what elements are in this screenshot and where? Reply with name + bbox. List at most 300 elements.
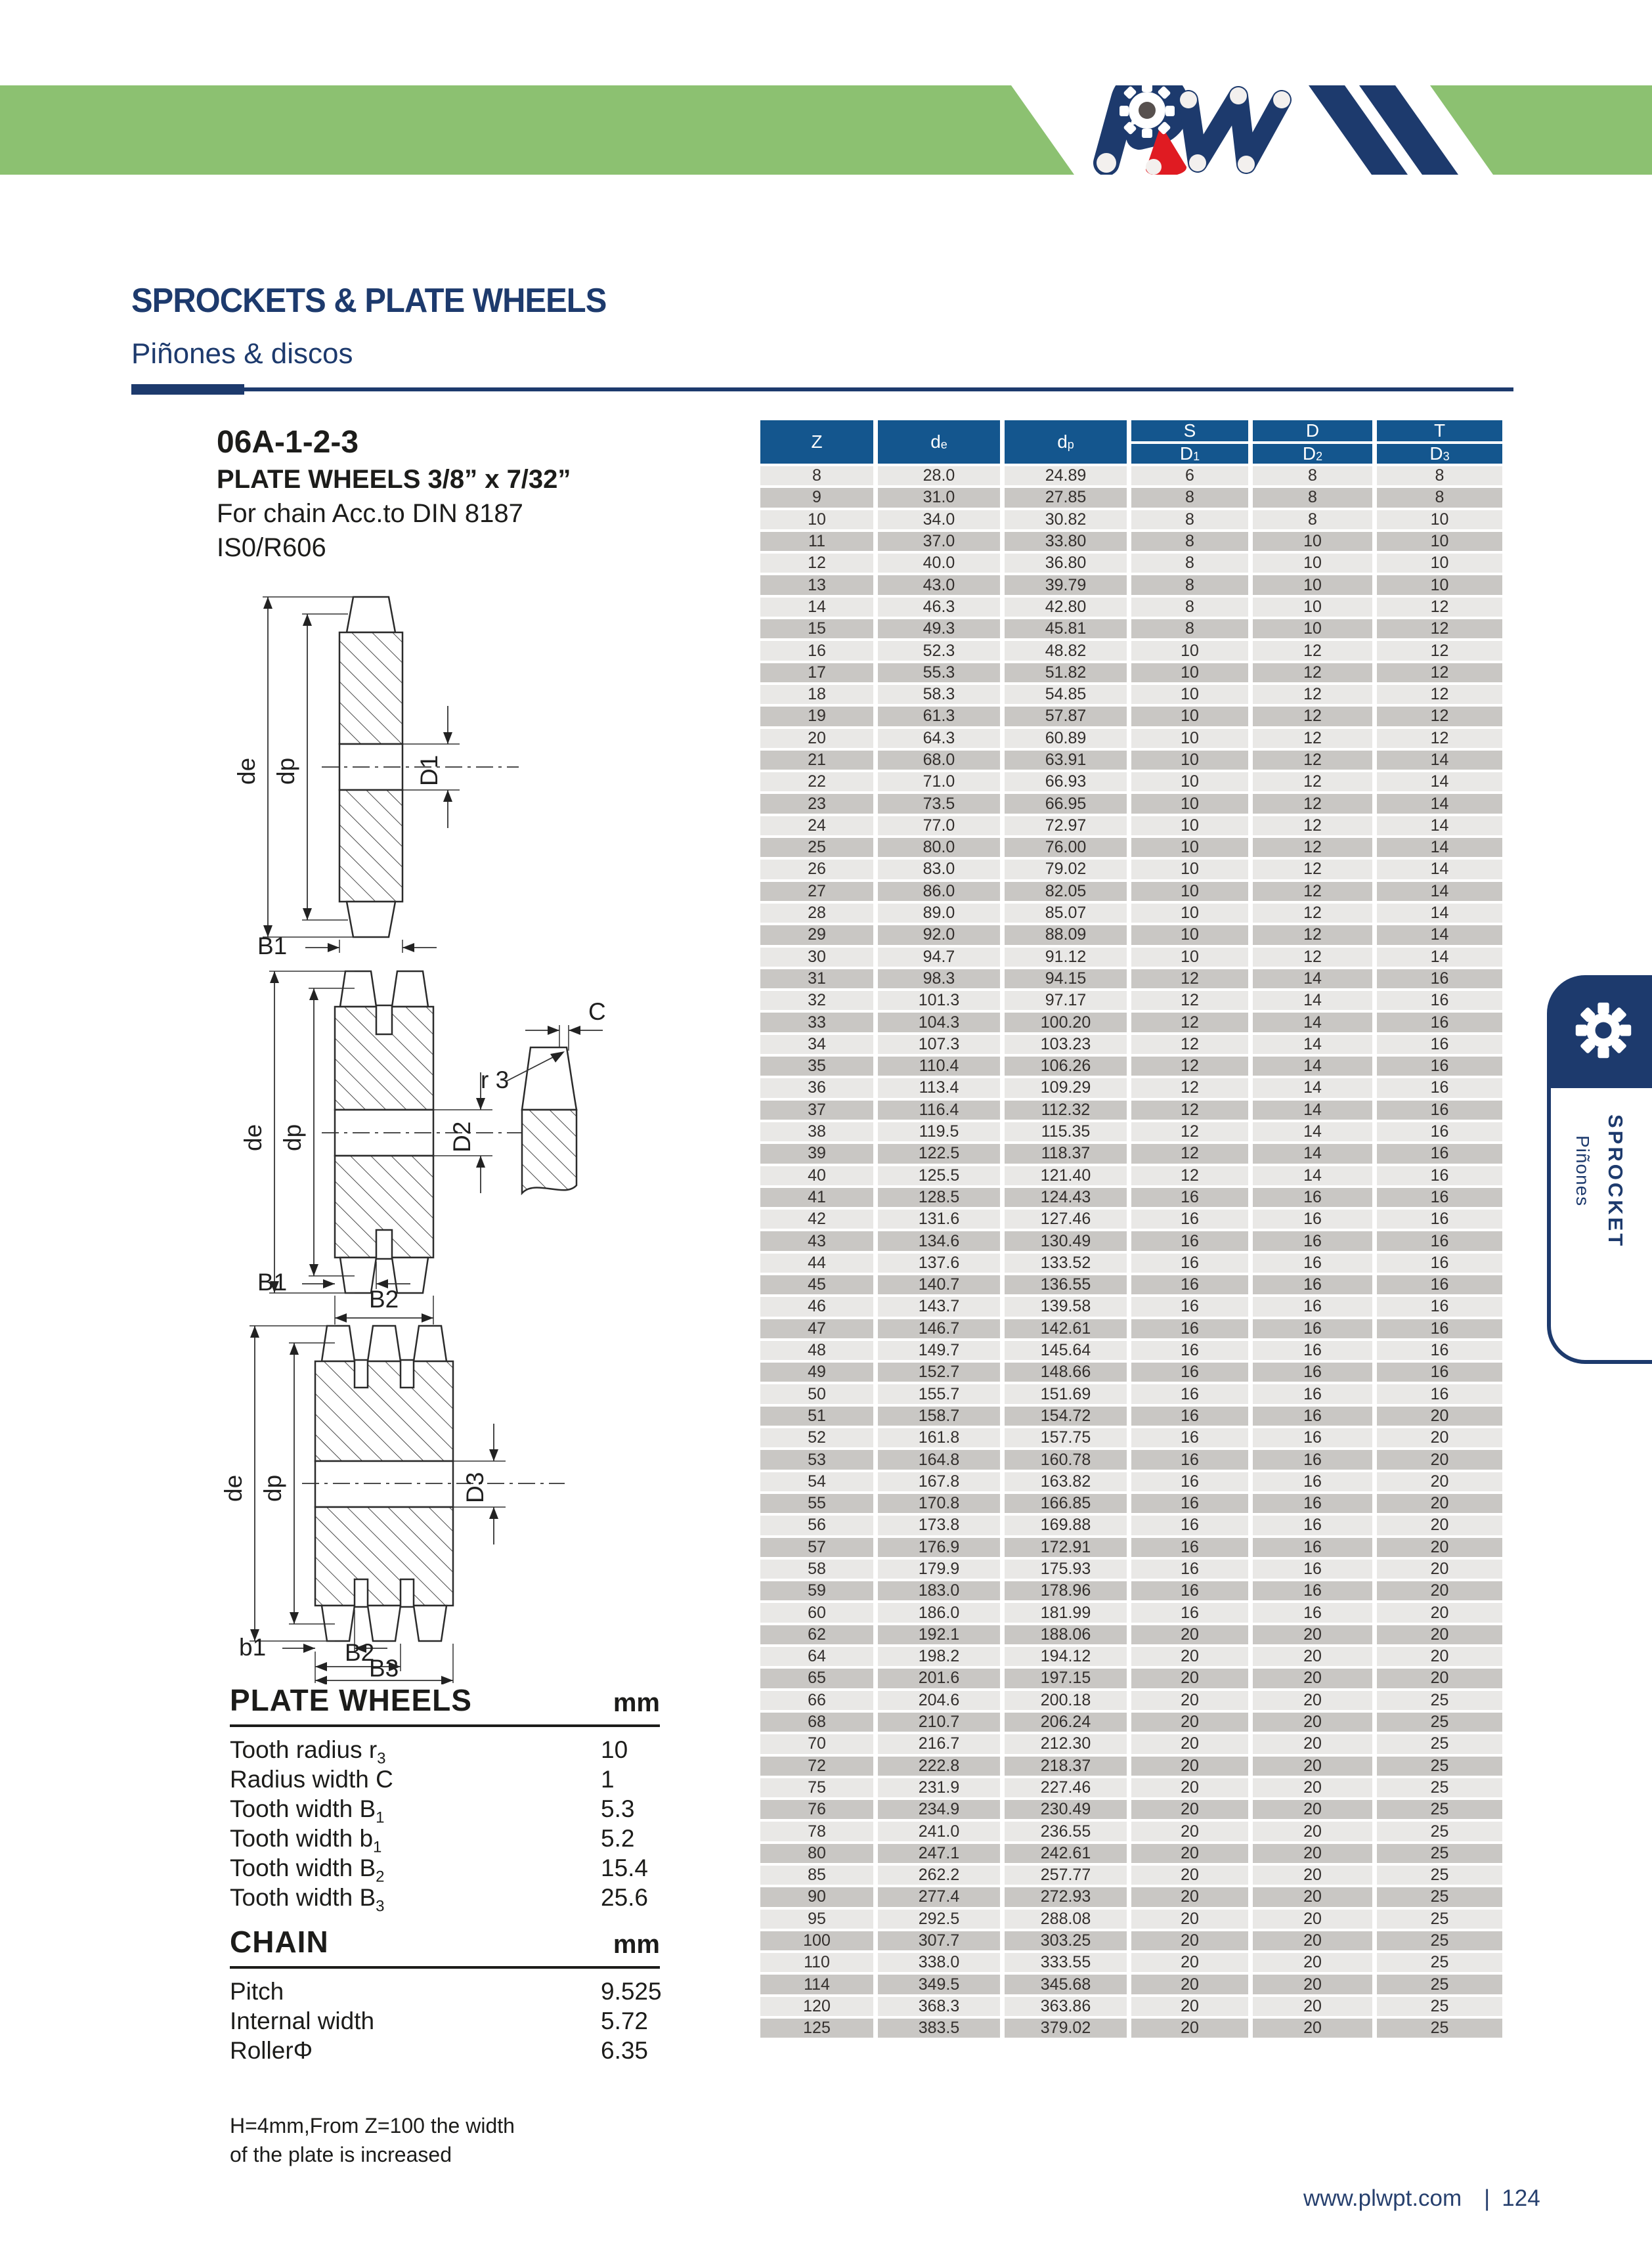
sprocket-table-cell: 20 — [1377, 1494, 1502, 1513]
sprocket-table-cell: 16 — [1131, 1494, 1248, 1513]
spec-row — [230, 2037, 660, 2067]
sprocket-table-cell: 16 — [1131, 1231, 1248, 1250]
sprocket-table-cell: 18 — [760, 685, 873, 704]
sprocket-table-cell: 25 — [1377, 1931, 1502, 1950]
spec-row — [230, 1766, 660, 1795]
sprocket-table-cell: 128.5 — [878, 1188, 1000, 1207]
footer-url[interactable]: www.plwpt.com — [1303, 2185, 1462, 2211]
sprocket-table-cell: 186.0 — [878, 1603, 1000, 1622]
sprocket-table-cell: 88.09 — [1005, 925, 1127, 944]
sprocket-table-cell: 43.0 — [878, 575, 1000, 594]
sprocket-table-cell: 176.9 — [878, 1538, 1000, 1557]
sprocket-table-cell: 63.91 — [1005, 751, 1127, 770]
sprocket-dimensions-table — [760, 420, 1502, 2038]
sprocket-table-cell: 83.0 — [878, 860, 1000, 879]
sprocket-table-cell: 303.25 — [1005, 1931, 1127, 1950]
sprocket-table-cell: 119.5 — [878, 1122, 1000, 1141]
sprocket-table-cell: 16 — [1253, 1231, 1372, 1250]
sprocket-table-cell: 29 — [760, 925, 873, 944]
sprocket-table-cell: 16 — [1377, 1078, 1502, 1097]
spec-row-label-subscript: 1 — [373, 1838, 382, 1856]
sprocket-table-cell: 236.55 — [1005, 1822, 1127, 1841]
sprocket-table-cell: 10 — [1377, 532, 1502, 551]
column-header-s: S — [1131, 420, 1248, 441]
sprocket-table-cell: 136.55 — [1005, 1275, 1127, 1294]
sprocket-table-cell: 20 — [1253, 1910, 1372, 1929]
sprocket-table-cell: 12 — [1131, 969, 1248, 988]
sprocket-table-cell: 12 — [1131, 1166, 1248, 1185]
sprocket-table-cell: 130.49 — [1005, 1231, 1127, 1250]
sprocket-table-cell: 107.3 — [878, 1035, 1000, 1054]
product-size: PLATE WHEELS 3/8” x 7/32” — [217, 465, 571, 494]
sprocket-table-cell: 90 — [760, 1887, 873, 1906]
gear-icon — [1572, 999, 1635, 1062]
sprocket-table-cell: 16 — [1377, 1341, 1502, 1360]
sprocket-table-cell: 25 — [1377, 1997, 1502, 2016]
side-tab-cap — [1547, 975, 1652, 1088]
sprocket-table-cell: 10 — [1377, 575, 1502, 594]
sprocket-table-cell: 20 — [1131, 1975, 1248, 1994]
sprocket-table-cell: 95 — [760, 1910, 873, 1929]
sprocket-table-cell: 16 — [1131, 1407, 1248, 1426]
sprocket-table-cell: 16 — [1377, 1254, 1502, 1273]
spec-row-label: Tooth radius r — [230, 1736, 378, 1763]
sprocket-table-cell: 16 — [1377, 1035, 1502, 1054]
title-rule-accent — [131, 384, 244, 395]
sprocket-table-cell: 42 — [760, 1210, 873, 1229]
sprocket-table-cell: 8 — [1131, 598, 1248, 617]
sprocket-table-cell: 20 — [1253, 1691, 1372, 1710]
sprocket-table-cell: 20 — [1377, 1581, 1502, 1600]
sprocket-table-cell: 75 — [760, 1778, 873, 1797]
spec-row-label: Internal width — [230, 2007, 375, 2034]
sprocket-table-cell: 338.0 — [878, 1953, 1000, 1972]
spec-row-value: 5.2 — [601, 1825, 635, 1852]
sprocket-table-cell: 20 — [1131, 1844, 1248, 1863]
sprocket-table-cell: 8 — [1131, 510, 1248, 529]
sprocket-table-cell: 89.0 — [878, 904, 1000, 923]
sprocket-table-cell: 16 — [1377, 1013, 1502, 1032]
sprocket-table-cell: 204.6 — [878, 1691, 1000, 1710]
sprocket-table-cell: 106.26 — [1005, 1057, 1127, 1076]
sprocket-table-cell: 262.2 — [878, 1866, 1000, 1885]
sprocket-table-cell: 383.5 — [878, 2019, 1000, 2038]
sprocket-table-cell: 10 — [1131, 772, 1248, 791]
sprocket-table-cell: 20 — [1253, 1844, 1372, 1863]
sprocket-table-cell: 27.85 — [1005, 488, 1127, 507]
sprocket-table-cell: 20 — [1131, 1625, 1248, 1644]
sprocket-table-cell: 16 — [1377, 1210, 1502, 1229]
sprocket-table-cell: 16 — [760, 641, 873, 660]
sprocket-table-cell: 76 — [760, 1800, 873, 1819]
spec-row-label: Pitch — [230, 1978, 284, 2005]
sprocket-table-cell: 131.6 — [878, 1210, 1000, 1229]
sprocket-table-cell: 12 — [1377, 663, 1502, 682]
sprocket-table-cell: 198.2 — [878, 1647, 1000, 1666]
sprocket-table-cell: 50 — [760, 1384, 873, 1403]
sprocket-table-cell: 14 — [1253, 1057, 1372, 1076]
spec-row-value: 6.35 — [601, 2037, 649, 2064]
sprocket-table-cell: 12 — [1253, 772, 1372, 791]
sprocket-table-cell: 10 — [1253, 554, 1372, 573]
section-side-tab[interactable] — [1547, 975, 1652, 1364]
sprocket-table-cell: 61.3 — [878, 707, 1000, 726]
sprocket-table-cell: 20 — [1253, 1953, 1372, 1972]
sprocket-table-cell: 169.88 — [1005, 1516, 1127, 1535]
sprocket-table-cell: 10 — [1131, 751, 1248, 770]
footer-separator: | — [1484, 2185, 1490, 2211]
sprocket-table-cell: 73.5 — [878, 794, 1000, 813]
sprocket-table-cell: 20 — [1131, 1734, 1248, 1753]
sprocket-table-cell: 20 — [1253, 1778, 1372, 1797]
sprocket-table-cell: 227.46 — [1005, 1778, 1127, 1797]
footnote-line2: of the plate is increased — [230, 2143, 452, 2166]
dim-label-C: C — [588, 998, 606, 1025]
dim-label-de: de — [233, 757, 260, 785]
spec-row-value: 5.72 — [601, 2007, 649, 2034]
sprocket-table-cell: 188.06 — [1005, 1625, 1127, 1644]
sprocket-table-cell: 16 — [1377, 1101, 1502, 1120]
sprocket-table-cell: 79.02 — [1005, 860, 1127, 879]
spec-row — [230, 1825, 660, 1854]
sprocket-table-cell: 16 — [1377, 1275, 1502, 1294]
sprocket-table-cell: 12 — [1253, 729, 1372, 748]
sprocket-table-cell: 10 — [1131, 904, 1248, 923]
sprocket-table-cell: 34.0 — [878, 510, 1000, 529]
sprocket-table-cell: 20 — [1253, 1734, 1372, 1753]
side-tab-title: SPROCKET — [1604, 1114, 1627, 1249]
sprocket-table-cell: 36.80 — [1005, 554, 1127, 573]
sprocket-table-cell: 16 — [1131, 1275, 1248, 1294]
sprocket-table-cell: 12 — [1131, 991, 1248, 1010]
dim-label-B1: B1 — [257, 1269, 288, 1296]
sprocket-table-cell: 12 — [1253, 838, 1372, 857]
sprocket-table-cell: 368.3 — [878, 1997, 1000, 2016]
product-chain-standard: For chain Acc.to DIN 8187 — [217, 499, 523, 528]
sprocket-table-cell: 272.93 — [1005, 1887, 1127, 1906]
dim-label-b1: b1 — [239, 1634, 267, 1661]
spec-row-label: Tooth width B — [230, 1884, 376, 1911]
sprocket-table-cell: 230.49 — [1005, 1800, 1127, 1819]
sprocket-table-cell: 16 — [1253, 1363, 1372, 1382]
sprocket-table-cell: 48 — [760, 1341, 873, 1360]
sprocket-table-cell: 10 — [1377, 554, 1502, 573]
sprocket-table-cell: 12 — [1131, 1078, 1248, 1097]
sprocket-table-cell: 78 — [760, 1822, 873, 1841]
dim-label-dp: dp — [279, 1124, 306, 1151]
sprocket-table-cell: 12 — [1253, 860, 1372, 879]
sprocket-table-cell: 98.3 — [878, 969, 1000, 988]
sprocket-table-cell: 222.8 — [878, 1757, 1000, 1776]
sprocket-table-cell: 16 — [1253, 1341, 1372, 1360]
sprocket-table-cell: 49.3 — [878, 619, 1000, 638]
sprocket-table-cell: 22 — [760, 772, 873, 791]
sprocket-table-cell: 20 — [1377, 1603, 1502, 1622]
sprocket-table-cell: 16 — [1253, 1516, 1372, 1535]
sprocket-table-cell: 25 — [1377, 1975, 1502, 1994]
sprocket-table-cell: 16 — [1253, 1472, 1372, 1491]
sprocket-table-cell: 12 — [1377, 598, 1502, 617]
sprocket-table-cell: 20 — [1253, 1931, 1372, 1950]
sprocket-table-cell: 35 — [760, 1057, 873, 1076]
sprocket-table-cell: 52.3 — [878, 641, 1000, 660]
sprocket-table-cell: 14 — [1377, 838, 1502, 857]
sprocket-table-cell: 20 — [1377, 1450, 1502, 1469]
sprocket-table-cell: 10 — [1131, 838, 1248, 857]
spec-row-label: Tooth width b — [230, 1825, 374, 1852]
sprocket-table-cell: 25 — [1377, 1691, 1502, 1710]
sprocket-table-cell: 25 — [760, 838, 873, 857]
sprocket-table-cell: 60.89 — [1005, 729, 1127, 748]
sprocket-table-cell: 16 — [1253, 1188, 1372, 1207]
sprocket-table-cell: 148.66 — [1005, 1363, 1127, 1382]
sprocket-table-cell: 16 — [1131, 1341, 1248, 1360]
sprocket-table-cell: 16 — [1131, 1297, 1248, 1316]
sprocket-table-cell: 16 — [1131, 1428, 1248, 1447]
spec-row-label-subscript: 2 — [376, 1868, 385, 1886]
sprocket-table-cell: 379.02 — [1005, 2019, 1127, 2038]
sprocket-table-cell: 206.24 — [1005, 1713, 1127, 1732]
dim-label-B1: B1 — [257, 932, 288, 955]
spec-row-value: 1 — [601, 1766, 615, 1793]
column-header-d2: D 2 — [1253, 444, 1372, 464]
sprocket-table-cell: 116.4 — [878, 1101, 1000, 1120]
sprocket-table-cell: 80 — [760, 1844, 873, 1863]
sprocket-table-cell: 10 — [1131, 925, 1248, 944]
sprocket-table-cell: 16 — [1377, 969, 1502, 988]
sprocket-table-cell: 60 — [760, 1603, 873, 1622]
sprocket-table-cell: 12 — [1253, 663, 1372, 682]
sprocket-table-cell: 94.7 — [878, 948, 1000, 967]
sprocket-table-cell: 333.55 — [1005, 1953, 1127, 1972]
sprocket-table-cell: 118.37 — [1005, 1144, 1127, 1163]
sprocket-table-cell: 71.0 — [878, 772, 1000, 791]
sprocket-table-cell: 20 — [1253, 1713, 1372, 1732]
sprocket-table-cell: 164.8 — [878, 1450, 1000, 1469]
spec-row-label: Roller — [230, 2037, 293, 2064]
sprocket-table-cell: 277.4 — [878, 1887, 1000, 1906]
sprocket-table-cell: 12 — [1131, 1122, 1248, 1141]
sprocket-table-cell: 37 — [760, 1101, 873, 1120]
sprocket-table-cell: 25 — [1377, 1910, 1502, 1929]
dim-label-de: de — [240, 1124, 267, 1151]
sprocket-table-cell: 178.96 — [1005, 1581, 1127, 1600]
sprocket-table-cell: 12 — [1377, 685, 1502, 704]
sprocket-table-cell: 100.20 — [1005, 1013, 1127, 1032]
sprocket-table-cell: 257.77 — [1005, 1866, 1127, 1885]
sprocket-table-cell: 12 — [1253, 904, 1372, 923]
sprocket-table-cell: 16 — [1377, 1297, 1502, 1316]
sprocket-table-cell: 16 — [1253, 1494, 1372, 1513]
sprocket-table-cell: 91.12 — [1005, 948, 1127, 967]
chain-spec-header — [230, 1924, 660, 1969]
sprocket-table-cell: 30.82 — [1005, 510, 1127, 529]
sprocket-table-cell: 142.61 — [1005, 1319, 1127, 1338]
sprocket-table-cell: 39.79 — [1005, 575, 1127, 594]
sprocket-table-cell: 37.0 — [878, 532, 1000, 551]
footnote — [230, 2111, 515, 2169]
sprocket-table-cell: 12 — [1377, 707, 1502, 726]
sprocket-table-cell: 25 — [1377, 1953, 1502, 1972]
sprocket-table-cell: 68.0 — [878, 751, 1000, 770]
sprocket-table-cell: 82.05 — [1005, 882, 1127, 901]
sprocket-table-cell: 16 — [1253, 1407, 1372, 1426]
sprocket-table-cell: 10 — [1253, 598, 1372, 617]
sprocket-table-cell: 216.7 — [878, 1734, 1000, 1753]
sprocket-table-cell: 20 — [1377, 1669, 1502, 1688]
sprocket-table-cell: 64.3 — [878, 729, 1000, 748]
sprocket-table-cell: 20 — [1131, 1822, 1248, 1841]
sprocket-table-cell: 52 — [760, 1428, 873, 1447]
sprocket-table-cell: 66.95 — [1005, 794, 1127, 813]
sprocket-table-cell: 16 — [1253, 1581, 1372, 1600]
sprocket-table-cell: 20 — [1377, 1625, 1502, 1644]
sprocket-table-cell: 20 — [1131, 1931, 1248, 1950]
side-tab-body — [1547, 1088, 1652, 1364]
sprocket-table-cell: 10 — [1131, 860, 1248, 879]
sprocket-table-cell: 120 — [760, 1997, 873, 2016]
sprocket-table-cell: 10 — [760, 510, 873, 529]
sprocket-table-cell: 16 — [1253, 1428, 1372, 1447]
sprocket-table-cell: 307.7 — [878, 1931, 1000, 1950]
sprocket-table-cell: 58.3 — [878, 685, 1000, 704]
sprocket-table-cell: 20 — [1131, 1953, 1248, 1972]
plate-wheels-spec-table — [230, 1682, 660, 1914]
sprocket-table-cell: 167.8 — [878, 1472, 1000, 1491]
sprocket-table-cell: 20 — [1253, 1669, 1372, 1688]
dim-label-B2: B2 — [369, 1286, 399, 1313]
sprocket-table-cell: 154.72 — [1005, 1407, 1127, 1426]
spec-row-value: 9.525 — [601, 1978, 662, 2005]
sprocket-table-cell: 12 — [1377, 729, 1502, 748]
sprocket-table-cell: 31 — [760, 969, 873, 988]
sprocket-table-cell: 20 — [1377, 1428, 1502, 1447]
sprocket-table-cell: 16 — [1377, 1363, 1502, 1382]
dim-label-D1: D1 — [416, 755, 443, 786]
diagram-single-plate-wheel — [184, 588, 650, 955]
spec-row-value: 15.4 — [601, 1854, 649, 1881]
sprocket-table-cell: 12 — [1131, 1057, 1248, 1076]
sprocket-table-cell: 16 — [1131, 1210, 1248, 1229]
sprocket-table-cell: 55 — [760, 1494, 873, 1513]
sprocket-table-cell: 101.3 — [878, 991, 1000, 1010]
sprocket-table-cell: 14 — [1377, 794, 1502, 813]
page-footer — [1303, 2185, 1540, 2212]
spec-row-label-subscript: 3 — [377, 1749, 386, 1768]
sprocket-table-cell: 10 — [1131, 948, 1248, 967]
sprocket-table-cell: 80.0 — [878, 838, 1000, 857]
sprocket-table-cell: 13 — [760, 575, 873, 594]
sprocket-table-cell: 20 — [1131, 1778, 1248, 1797]
sprocket-table-cell: 32 — [760, 991, 873, 1010]
spec-row-value: 5.3 — [601, 1795, 635, 1822]
spec-row-label-suffix: Φ — [293, 2037, 313, 2064]
sprocket-table-cell: 192.1 — [878, 1625, 1000, 1644]
sprocket-table-cell: 127.46 — [1005, 1210, 1127, 1229]
sprocket-table-cell: 16 — [1131, 1254, 1248, 1273]
sprocket-table-cell: 210.7 — [878, 1713, 1000, 1732]
sprocket-table-cell: 14 — [1377, 882, 1502, 901]
sprocket-table-cell: 112.32 — [1005, 1101, 1127, 1120]
sprocket-table-cell: 157.75 — [1005, 1428, 1127, 1447]
sprocket-table-cell: 173.8 — [878, 1516, 1000, 1535]
sprocket-table-cell: 25 — [1377, 1844, 1502, 1863]
sprocket-table-cell: 57.87 — [1005, 707, 1127, 726]
sprocket-table-cell: 25 — [1377, 1800, 1502, 1819]
title-rule — [131, 384, 1513, 395]
column-header-d: D — [1253, 420, 1372, 441]
spec-row-value: 10 — [601, 1736, 628, 1763]
sprocket-table-cell: 25 — [1377, 1757, 1502, 1776]
sprocket-table-cell: 25 — [1377, 1778, 1502, 1797]
sprocket-table-cell: 15 — [760, 619, 873, 638]
sprocket-table-cell: 16 — [1253, 1538, 1372, 1557]
sprocket-table-cell: 14 — [1377, 925, 1502, 944]
sprocket-table-cell: 12 — [1377, 641, 1502, 660]
sprocket-table-cell: 8 — [1253, 488, 1372, 507]
sprocket-table-cell: 16 — [1253, 1254, 1372, 1273]
sprocket-table-cell: 113.4 — [878, 1078, 1000, 1097]
dim-label-de: de — [220, 1474, 247, 1502]
sprocket-table-cell: 170.8 — [878, 1494, 1000, 1513]
side-tab-subtitle: Piñones — [1573, 1135, 1593, 1207]
sprocket-table-cell: 16 — [1253, 1560, 1372, 1579]
sprocket-table-cell: 53 — [760, 1450, 873, 1469]
sprocket-table-cell: 16 — [1253, 1450, 1372, 1469]
sprocket-table-cell: 124.43 — [1005, 1188, 1127, 1207]
sprocket-table-cell: 163.82 — [1005, 1472, 1127, 1491]
sprocket-table-cell: 234.9 — [878, 1800, 1000, 1819]
sprocket-table-cell: 31.0 — [878, 488, 1000, 507]
sprocket-table-cell: 46.3 — [878, 598, 1000, 617]
sprocket-table-cell: 8 — [1131, 554, 1248, 573]
sprocket-table-cell: 8 — [1131, 488, 1248, 507]
sprocket-table-cell: 14 — [1377, 816, 1502, 835]
sprocket-table-cell: 158.7 — [878, 1407, 1000, 1426]
sprocket-table-cell: 110.4 — [878, 1057, 1000, 1076]
sprocket-table-cell: 44 — [760, 1254, 873, 1273]
sprocket-table-cell: 20 — [1377, 1407, 1502, 1426]
sprocket-table-cell: 115.35 — [1005, 1122, 1127, 1141]
page-title: SPROCKETS & PLATE WHEELS — [131, 282, 607, 320]
sprocket-table-cell: 151.69 — [1005, 1384, 1127, 1403]
sprocket-table-cell: 12 — [1377, 619, 1502, 638]
sprocket-table-cell: 97.17 — [1005, 991, 1127, 1010]
sprocket-table-cell: 241.0 — [878, 1822, 1000, 1841]
column-header-dp: d p — [1005, 420, 1127, 464]
column-header-d3: D 3 — [1377, 444, 1502, 464]
sprocket-table-cell: 77.0 — [878, 816, 1000, 835]
sprocket-table-cell: 247.1 — [878, 1844, 1000, 1863]
plate-wheels-spec-rows — [230, 1727, 660, 1914]
sprocket-table-cell: 12 — [760, 554, 873, 573]
sprocket-table-cell: 125.5 — [878, 1166, 1000, 1185]
sprocket-table-cell: 16 — [1253, 1275, 1372, 1294]
sprocket-table-cell: 14 — [1377, 860, 1502, 879]
page-subtitle: Piñones & discos — [131, 338, 353, 370]
sprocket-table-cell: 12 — [1253, 948, 1372, 967]
sprocket-table-cell: 16 — [1377, 1122, 1502, 1141]
sprocket-table-cell: 26 — [760, 860, 873, 879]
sprocket-table-cell: 20 — [1253, 1822, 1372, 1841]
sprocket-table-cell: 133.52 — [1005, 1254, 1127, 1273]
column-header-d1: D 1 — [1131, 444, 1248, 464]
sprocket-table-cell: 20 — [1377, 1516, 1502, 1535]
sprocket-table-cell: 160.78 — [1005, 1450, 1127, 1469]
sprocket-table-cell: 20 — [760, 729, 873, 748]
dim-label-B2: B2 — [345, 1639, 375, 1666]
sprocket-table-cell: 23 — [760, 794, 873, 813]
